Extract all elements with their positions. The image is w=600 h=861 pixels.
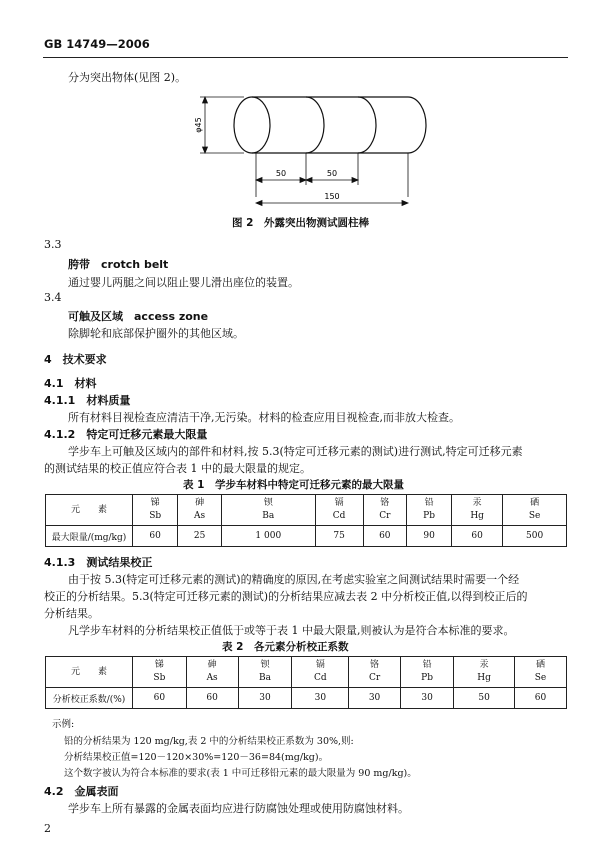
element-cell: 镉 Cd (292, 657, 349, 688)
value-cell: 60 (452, 526, 503, 547)
value-cell: 30 (292, 688, 349, 709)
example-line: 分析结果校正值=120－120×30%=120－36=84(mg/kg)。 (64, 752, 329, 763)
element-cell: 砷 As (178, 495, 222, 526)
paragraph: 校正的分析结果。5.3(特定可迁移元素的测试)的分析结果应减去表 2 中分析校正值,以得到校正后的 (44, 590, 528, 603)
element-cell: 锑 Sb (133, 495, 178, 526)
paragraph: 分析结果。 (44, 607, 99, 620)
value-cell: 60 (363, 526, 407, 547)
section-heading: 4.1 材料 (44, 377, 97, 390)
figure-caption: 图 2 外露突出物测试圆柱棒 (232, 217, 369, 229)
element-cell: 镉 Cd (315, 495, 363, 526)
cylinder-figure (170, 85, 440, 210)
element-cell: 铅 Pb (407, 495, 452, 526)
element-cell: 汞 Hg (452, 495, 503, 526)
element-cell: 砷 As (186, 657, 238, 688)
paragraph: 由于按 5.3(特定可迁移元素的测试)的精确度的原因,在考虑实验室之间测试结果时需要一个经 (68, 573, 520, 586)
term-heading: 胯带 crotch belt (68, 258, 169, 271)
value-cell: 500 (503, 526, 567, 547)
element-cell: 铬 Cr (349, 657, 401, 688)
value-cell: 75 (315, 526, 363, 547)
section-number: 3.3 (44, 238, 62, 251)
element-cell: 锑 Sb (133, 657, 187, 688)
paragraph: 学步车上可触及区域内的部件和材料,按 5.3(特定可迁移元素的测试)进行测试,特定可迁移元素 (68, 445, 523, 458)
row-label: 最大限量/(mg/kg) (46, 526, 133, 547)
paragraph: 学步车上所有暴露的金属表面均应进行防腐蚀处理或使用防腐蚀材料。 (68, 802, 409, 815)
term-definition: 除脚轮和底部保护圈外的其他区域。 (68, 327, 244, 340)
page-number: 2 (44, 822, 51, 835)
term-heading: 可触及区域 access zone (68, 310, 209, 323)
value-cell: 60 (186, 688, 238, 709)
example-title: 示例: (52, 719, 75, 730)
section-number: 3.4 (44, 291, 62, 304)
dim-label-total: 150 (324, 192, 340, 201)
intro-text: 分为突出物体(见图 2)。 (68, 71, 187, 84)
table-caption: 表 1 学步车材料中特定可迁移元素的最大限量 (183, 479, 404, 491)
element-cell: 铅 Pb (400, 657, 453, 688)
example-line: 铅的分析结果为 120 mg/kg,表 2 中的分析结果校正系数为 30%,则: (64, 736, 354, 747)
value-cell: 1 000 (221, 526, 315, 547)
paragraph: 凡学步车材料的分析结果校正值低于或等于表 1 中最大限量,则被认为是符合本标准的要求。 (68, 624, 515, 637)
diameter-label: φ45 (194, 117, 203, 133)
element-cell: 硒 Se (515, 657, 567, 688)
value-cell: 30 (349, 688, 401, 709)
element-cell: 钡 Ba (238, 657, 292, 688)
value-cell: 60 (133, 526, 178, 547)
table-caption: 表 2 各元素分析校正系数 (222, 641, 349, 653)
dim-label-b: 50 (326, 169, 338, 178)
section-heading: 4.1.2 特定可迁移元素最大限量 (44, 428, 208, 441)
element-header: 元 素 (46, 495, 133, 526)
element-cell: 汞 Hg (454, 657, 515, 688)
section-heading: 4 技术要求 (44, 353, 107, 366)
paragraph: 所有材料目视检查应清洁干净,无污染。材料的检查应用目视检查,而非放大检查。 (68, 411, 460, 424)
value-cell: 50 (454, 688, 515, 709)
element-cell: 钡 Ba (221, 495, 315, 526)
limits-table (45, 494, 567, 547)
section-heading: 4.1.3 测试结果校正 (44, 556, 153, 569)
value-cell: 25 (178, 526, 222, 547)
row-label: 分析校正系数/(%) (46, 688, 133, 709)
value-cell: 60 (515, 688, 567, 709)
section-heading: 4.2 金属表面 (44, 785, 119, 798)
element-cell: 硒 Se (503, 495, 567, 526)
element-cell: 铬 Cr (363, 495, 407, 526)
value-cell: 30 (400, 688, 453, 709)
header-rule (43, 57, 568, 58)
paragraph: 的测试结果的校正值应符合表 1 中的最大限量的规定。 (44, 462, 311, 475)
section-heading: 4.1.1 材料质量 (44, 394, 131, 407)
value-cell: 90 (407, 526, 452, 547)
element-header: 元 素 (46, 657, 133, 688)
example-line: 这个数字被认为符合本标准的要求(表 1 中可迁移铅元素的最大限量为 90 mg/kg)。 (64, 768, 417, 779)
standard-number: GB 14749—2006 (44, 37, 150, 51)
correction-table (45, 656, 567, 709)
dim-label-a: 50 (275, 169, 287, 178)
value-cell: 60 (133, 688, 187, 709)
term-definition: 通过婴儿两腿之间以阻止婴儿滑出座位的装置。 (68, 276, 299, 289)
value-cell: 30 (238, 688, 292, 709)
